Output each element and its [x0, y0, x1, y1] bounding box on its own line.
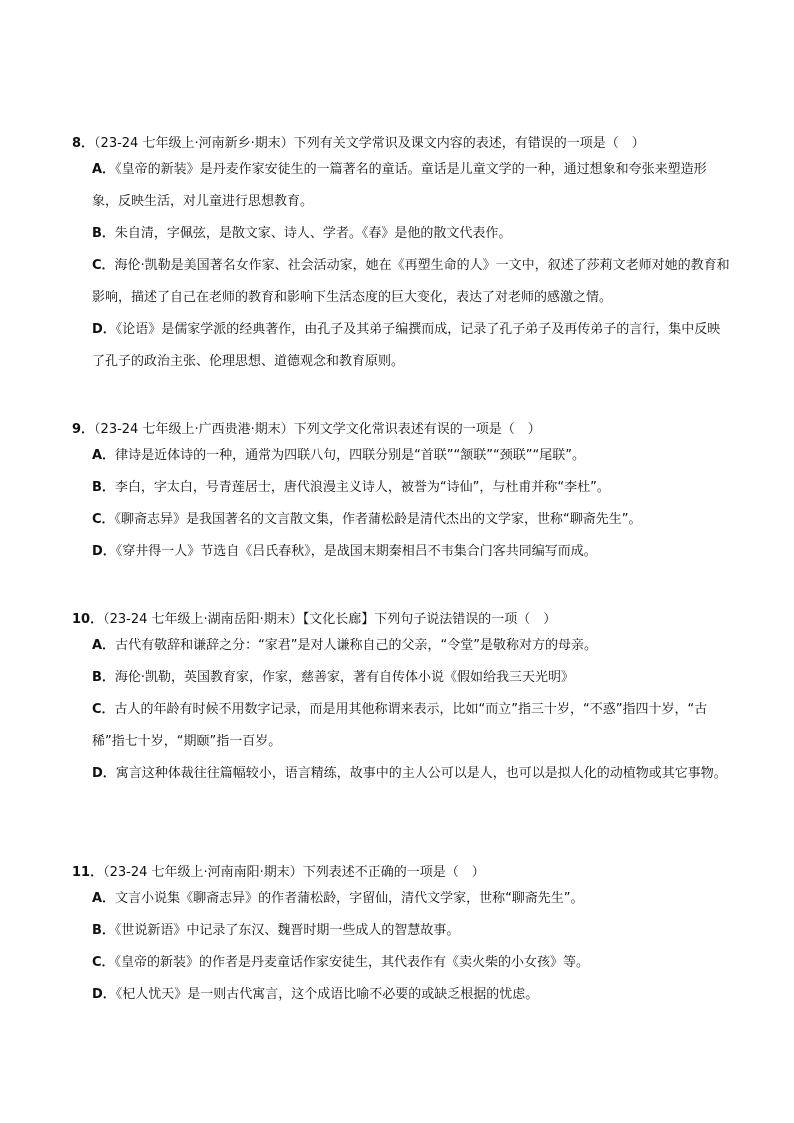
option-text: 海伦·凯勒是美国著名女作家、社会活动家，她在《再塑生命的人》一文中，叙述了莎莉文老师对她的教育和影响，描述了自己在老师的教育和影响下生活态度的巨大变化，表达了对老师的感激之情。: [92, 258, 730, 305]
question-11: [72, 863, 732, 1011]
option-a: [92, 630, 732, 662]
option-b: [92, 915, 732, 947]
option-text: 《杞人忧天》是一则古代寓言，这个成语比喻不必要的或缺乏根据的忧虑。: [115, 987, 539, 1002]
option-text: 朱自清，字佩弦，是散文家、诗人、学者。《春》是他的散文代表作。: [114, 226, 512, 241]
option-letter: A．: [92, 162, 116, 177]
question-10: [72, 610, 732, 790]
question-text: （23-24 七年级上·广西贵港·期末）下列文学文化常识表述有误的一项是（ ）: [94, 422, 541, 437]
option-b: [92, 472, 732, 504]
option-text: 李白，字太白，号青莲居士，唐代浪漫主义诗人，被誉为“诗仙”，与杜甫并称“李杜”。: [114, 480, 610, 495]
option-text: 海伦·凯勒，英国教育家，作家，慈善家，著有自传体小说《假如给我三天光明》: [114, 670, 575, 685]
question-stem: [72, 134, 732, 154]
option-letter: D．: [92, 766, 116, 781]
question-stem: [72, 420, 732, 440]
option-letter: C．: [92, 702, 115, 717]
option-a: [92, 440, 732, 472]
option-text: 古人的年龄有时候不用数字记录，而是用其他称谓来表示，比如“而立”指三十岁，“不惑”指四十岁，“古稀”指七十岁，“期颐”指一百岁。: [92, 702, 708, 749]
option-b: [92, 218, 732, 250]
option-d: [92, 536, 732, 568]
question-text: （23-24 七年级上·河南南阳·期末）下列表述不正确的一项是（ ）: [103, 865, 485, 880]
option-text: 《世说新语》中记录了东汉、魏晋时期一些成人的智慧故事。: [114, 923, 460, 938]
option-letter: B．: [92, 480, 115, 495]
option-c: [92, 250, 732, 314]
option-letter: C．: [92, 258, 115, 273]
option-d: [92, 314, 732, 378]
question-text: （23-24 七年级上·湖南岳阳·期末）【文化长廊】下列句子说法错误的一项（ ）: [103, 612, 557, 627]
option-letter: D．: [92, 322, 116, 337]
question-number: 10．: [72, 612, 104, 627]
question-number: 8．: [72, 136, 95, 151]
question-number: 11．: [72, 865, 104, 880]
question-number: 9．: [72, 422, 95, 437]
option-c: [92, 947, 732, 979]
option-a: [92, 883, 732, 915]
option-text: 《聊斋志异》是我国著名的文言散文集，作者蒲松龄是清代杰出的文学家，世称“聊斋先生”。: [114, 512, 642, 527]
option-letter: D．: [92, 987, 116, 1002]
option-letter: C．: [92, 955, 115, 970]
option-letter: A．: [92, 638, 116, 653]
option-a: [92, 154, 732, 218]
option-letter: B．: [92, 923, 115, 938]
option-letter: D．: [92, 544, 116, 559]
option-text: 律诗是近体诗的一种，通常为四联八句，四联分别是“首联”“颔联”“颈联”“尾联”。: [115, 448, 585, 463]
question-stem: [72, 863, 732, 883]
option-text: 寓言这种体裁往往篇幅较小，语言精练，故事中的主人公可以是人，也可以是拟人化的动植物或其它事物。: [115, 766, 727, 781]
option-text: 《皇帝的新装》是丹麦作家安徒生的一篇著名的童话。童话是儿童文学的一种，通过想象和夸张来塑造形象，反映生活，对儿童进行思想教育。: [92, 162, 707, 209]
option-text: 《穿井得一人》节选自《吕氏春秋》，是战国末期秦相吕不韦集合门客共同编写而成。: [115, 544, 597, 559]
option-d: [92, 979, 732, 1011]
option-letter: B．: [92, 226, 115, 241]
option-b: [92, 662, 732, 694]
option-c: [92, 504, 732, 536]
option-text: 文言小说集《聊斋志异》的作者蒲松龄，字留仙，清代文学家，世称“聊斋先生”。: [115, 891, 584, 906]
question-text: （23-24 七年级上·河南新乡·期末）下列有关文学常识及课文内容的表述，有错误的一项是（ ）: [94, 136, 645, 151]
option-letter: C．: [92, 512, 115, 527]
question-8: [72, 134, 732, 378]
option-d: [92, 758, 732, 790]
question-9: [72, 420, 732, 568]
option-letter: A．: [92, 891, 116, 906]
option-c: [92, 694, 732, 758]
option-letter: B．: [92, 670, 115, 685]
option-text: 《论语》是儒家学派的经典著作，由孔子及其弟子编撰而成，记录了孔子弟子及再传弟子的言行，集中反映了孔子的政治主张、伦理思想、道德观念和教育原则。: [92, 322, 721, 369]
option-text: 《皇帝的新装》的作者是丹麦童话作家安徒生，其代表作有《卖火柴的小女孩》等。: [114, 955, 590, 970]
question-stem: [72, 610, 732, 630]
option-letter: A．: [92, 448, 116, 463]
option-text: 古代有敬辞和谦辞之分：“家君”是对人谦称自己的父亲，“令堂”是敬称对方的母亲。: [115, 638, 598, 653]
